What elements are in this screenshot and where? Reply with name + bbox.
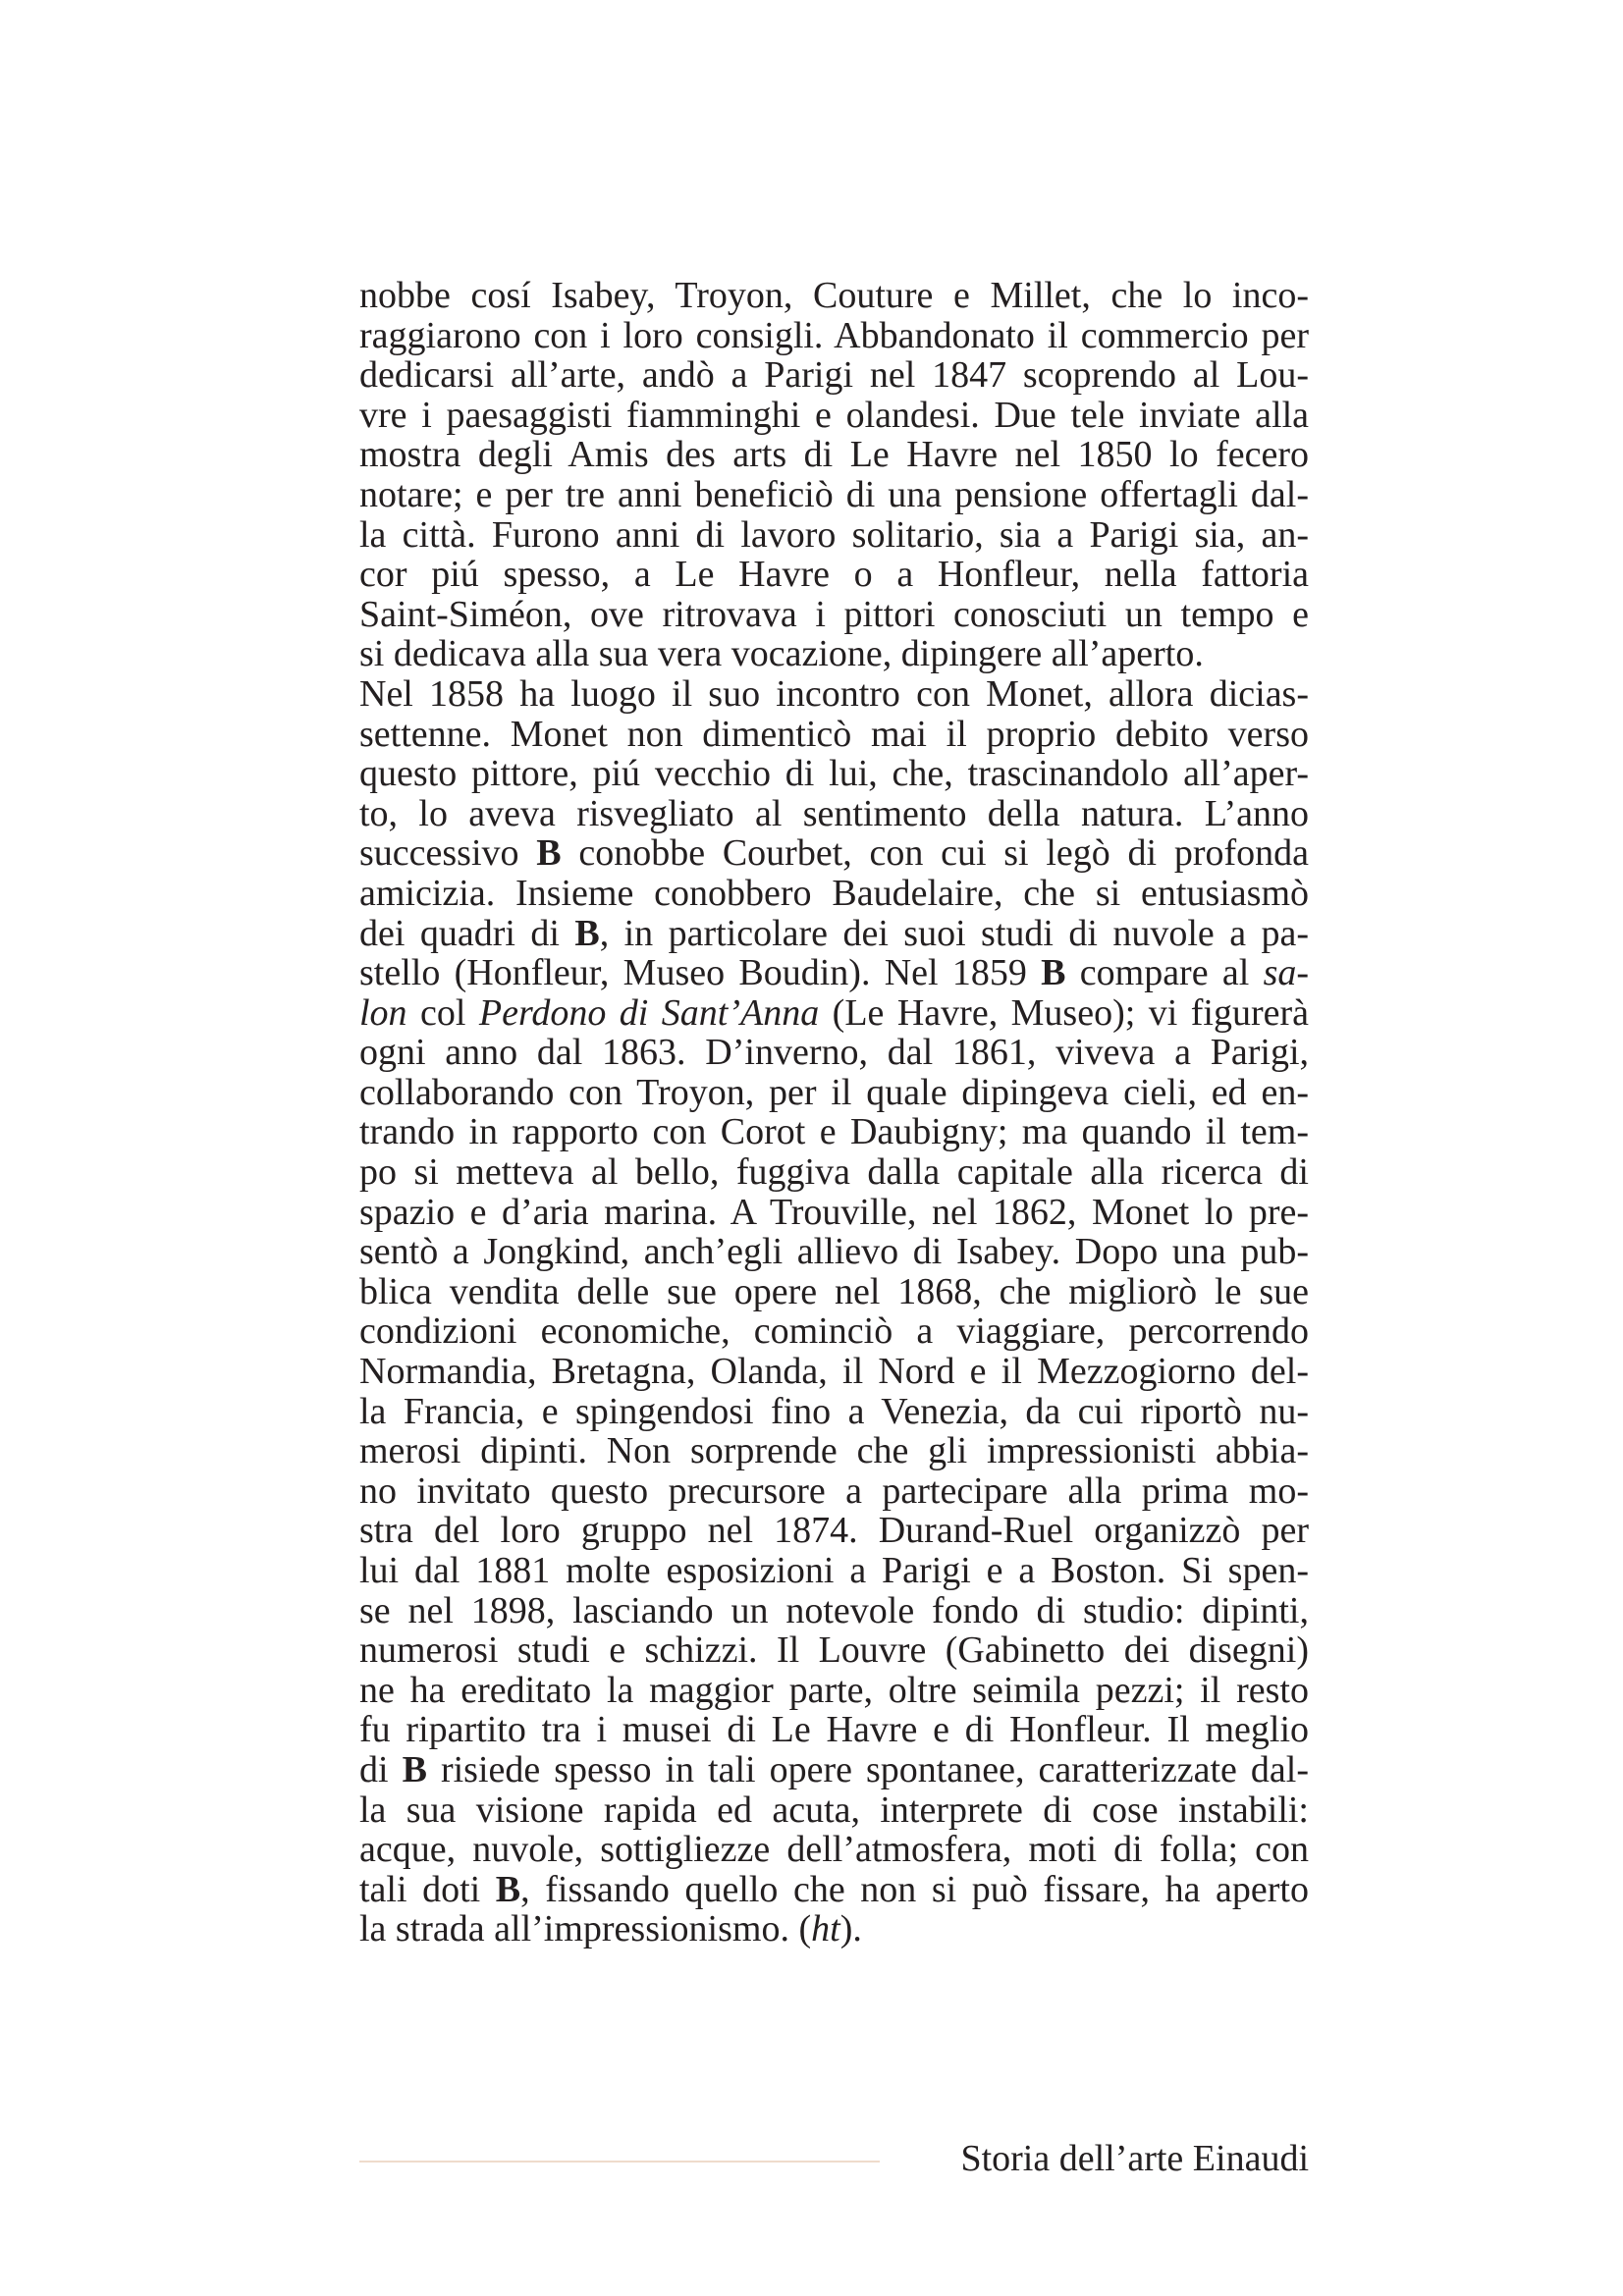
text-line: ogni anno dal 1863. D’inverno, dal 1861, viveva a Parigi,	[359, 1032, 1309, 1074]
text-line: settenne. Monet non dimenticò mai il proprio debito verso	[359, 713, 1309, 755]
text-line: vre i paesaggisti fiamminghi e olandesi. Due tele inviate alla	[359, 394, 1309, 436]
article-body	[359, 276, 1309, 1949]
artist-initial: B	[536, 832, 562, 875]
text-line: acque, nuvole, sottigliezze dell’atmosfera, moti di folla; con	[359, 1829, 1309, 1871]
artist-initial: B	[1041, 952, 1066, 994]
text-line: merosi dipinti. Non sorprende che gli impressionisti abbia-	[359, 1430, 1309, 1472]
text-line: dei quadri di B, in particolare dei suoi studi di nuvole a pa-	[359, 912, 1310, 954]
text-line: sentò a Jongkind, anch’egli allievo di Isabey. Dopo una pub-	[359, 1231, 1309, 1273]
text-line: questo pittore, piú vecchio di lui, che, trascinandolo all’aper-	[359, 753, 1309, 795]
artist-initial: B	[495, 1868, 521, 1910]
text-line: la Francia, e spingendosi fino a Venezia, da cui riportò nu-	[359, 1390, 1309, 1432]
text-line: cor piú spesso, a Le Havre o a Honfleur, nella fattoria	[359, 554, 1309, 596]
text-line: la città. Furono anni di lavoro solitario, sia a Parigi sia, an-	[359, 513, 1309, 556]
text-line: nobbe cosí Isabey, Troyon, Couture e Millet, che lo inco-	[359, 275, 1309, 316]
text-line: raggiarono con i loro consigli. Abbandonato il commercio per	[359, 314, 1309, 356]
text-line: stra del loro gruppo nel 1874. Durand-Ruel organizzò per	[359, 1510, 1309, 1552]
text-line: collaborando con Troyon, per il quale dipingeva cieli, ed en-	[359, 1071, 1309, 1113]
text-line: spazio e d’aria marina. A Trouville, nel 1862, Monet lo pre-	[359, 1191, 1309, 1233]
text-line: amicizia. Insieme conobbero Baudelaire, che si entusiasmò	[359, 872, 1309, 914]
text-line: tali doti B, fissando quello che non si può fissare, ha aperto	[359, 1868, 1309, 1910]
text-line: se nel 1898, lasciando un notevole fondo di studio: dipinti,	[359, 1589, 1309, 1631]
text-line: to, lo aveva risvegliato al sentimento della natura. L’anno	[359, 792, 1309, 834]
text-line: blica vendita delle sue opere nel 1868, che migliorò le sue	[359, 1270, 1309, 1312]
text-line: si dedicava alla sua vera vocazione, dipingere all’aperto.	[359, 633, 1204, 675]
text-line: Normandia, Bretagna, Olanda, il Nord e il Mezzogiorno del-	[359, 1351, 1309, 1393]
text-line: po si metteva al bello, fuggiva dalla capitale alla ricerca di	[359, 1151, 1309, 1194]
artwork-title: Perdono di Sant’Anna	[478, 991, 820, 1034]
text-line: Nel 1858 ha luogo il suo incontro con Monet, allora dicias-	[359, 672, 1309, 715]
text-line: stello (Honfleur, Museo Boudin). Nel 1859 B compare al sa-	[359, 952, 1310, 994]
text-line: di B risiede spesso in tali opere spontanee, caratterizzate dal-	[359, 1748, 1310, 1790]
author-initials: ht	[811, 1908, 840, 1950]
text-line: la sua visione rapida ed acuta, interprete di cose instabili:	[359, 1789, 1309, 1831]
text-line: la strada all’impressionismo. (ht).	[359, 1908, 862, 1950]
text-line: notare; e per tre anni beneficiò di una pensione offertagli dal-	[359, 473, 1309, 515]
text-line: mostra degli Amis des arts di Le Havre nel 1850 lo fecero	[359, 434, 1309, 476]
text-line: lui dal 1881 molte esposizioni a Parigi e a Boston. Si spen-	[359, 1550, 1309, 1591]
footer-rule	[359, 2161, 880, 2163]
text-line: lon col Perdono di Sant’Anna (Le Havre, Museo); vi figurerà	[359, 991, 1310, 1034]
text-line: trando in rapporto con Corot e Daubigny; ma quando il tem-	[359, 1111, 1309, 1153]
text-line: condizioni economiche, cominciò a viaggiare, percorrendo	[359, 1310, 1309, 1353]
artist-initial: B	[574, 912, 600, 954]
footer-publication-title: Storia dell’arte Einaudi	[960, 2138, 1309, 2179]
text-line: numerosi studi e schizzi. Il Louvre (Gabinetto dei disegni)	[359, 1629, 1309, 1672]
text-line: successivo B conobbe Courbet, con cui si legò di profonda	[359, 832, 1309, 875]
text-line: ne ha ereditato la maggior parte, oltre seimila pezzi; il resto	[359, 1669, 1309, 1711]
text-line: dedicarsi all’arte, andò a Parigi nel 1847 scoprendo al Lou-	[359, 354, 1309, 397]
text-line: no invitato questo precursore a partecipare alla prima mo-	[359, 1469, 1309, 1512]
text-line: Saint-Siméon, ove ritrovava i pittori conosciuti un tempo e	[359, 593, 1309, 635]
text-line: fu ripartito tra i musei di Le Havre e di Honfleur. Il meglio	[359, 1709, 1309, 1751]
artist-initial: B	[402, 1748, 427, 1790]
